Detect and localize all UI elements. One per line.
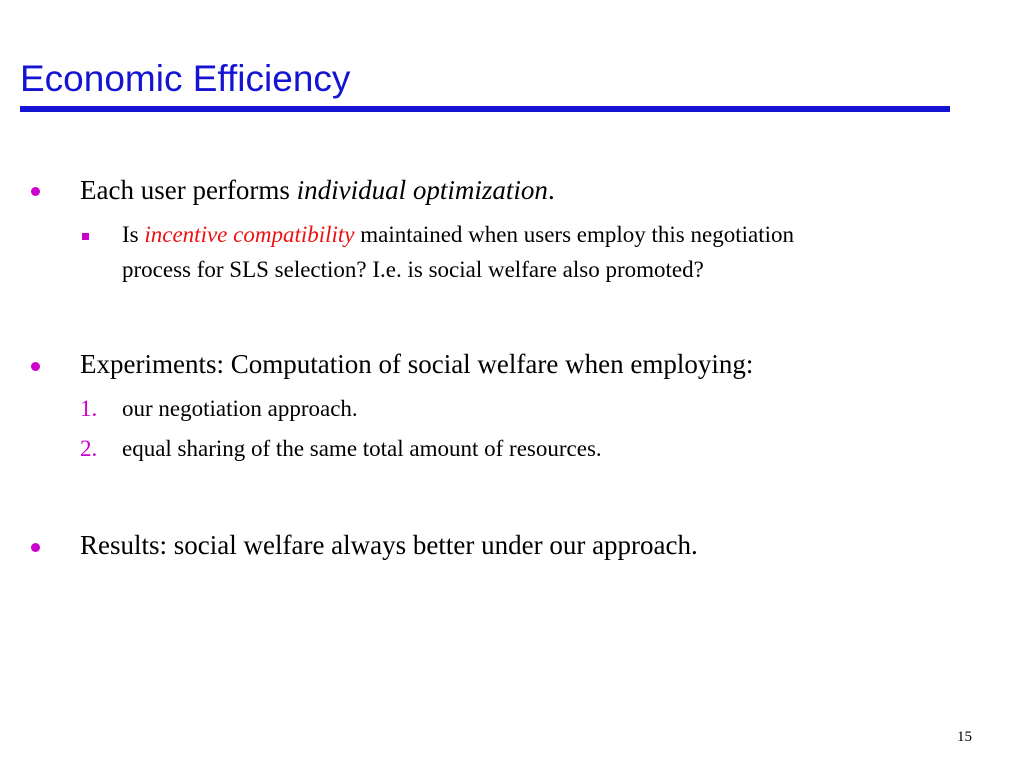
sub-bullet-1-line-2: process for SLS selection? I.e. is social welfare also promoted? [122,257,704,282]
sub-bullet-1-emphasis: incentive compatibility [144,222,355,247]
bullet-1-emphasis: individual optimization [296,175,548,205]
numbered-item-1-number: 1. [80,396,98,421]
sub-bullet-1-line-1 [122,223,794,246]
bullet-square-icon [82,233,89,240]
bullet-2-text: Experiments: Computation of social welfare when employing: [80,349,754,379]
sub-bullet-1-suffix: maintained when users employ this negotiation [354,222,794,247]
bullet-1-text [80,177,555,204]
bullet-1-suffix: . [547,175,555,205]
title-underline [20,106,950,112]
sub-bullet-1-prefix: Is [122,222,145,247]
numbered-item-2-text: equal sharing of the same total amount of resources. [122,436,602,461]
bullet-dot-icon [31,187,40,196]
slide-title: Economic Efficiency [20,58,351,99]
bullet-dot-icon [31,543,40,552]
bullet-dot-icon [31,362,40,371]
bullet-3-text: Results: social welfare always better under our approach. [80,530,698,560]
bullet-1-prefix: Each user performs [80,175,297,205]
page-number: 15 [957,729,972,745]
numbered-item-1-text: our negotiation approach. [122,396,358,421]
numbered-item-2-number: 2. [80,436,98,461]
